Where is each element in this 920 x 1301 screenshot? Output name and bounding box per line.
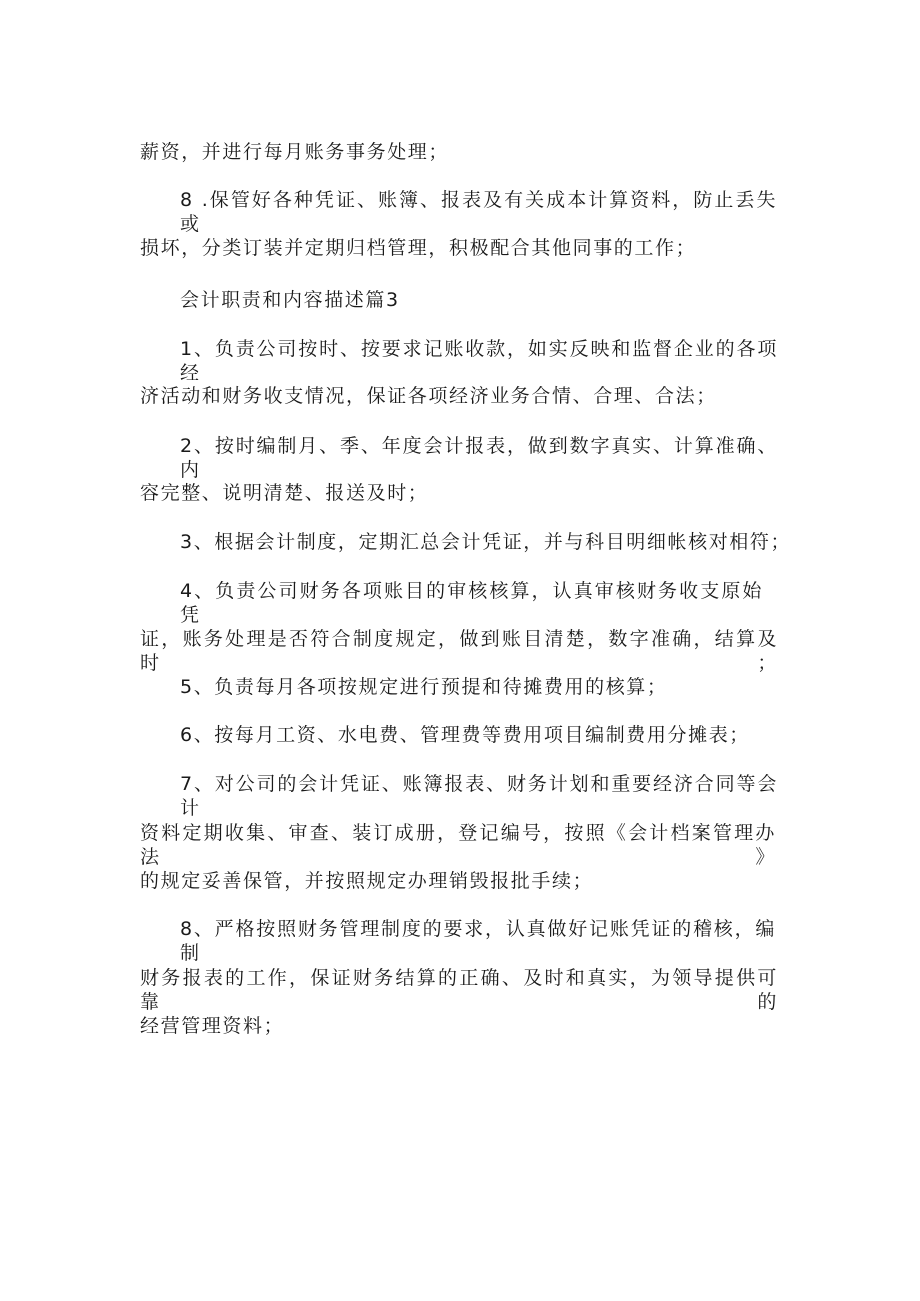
text-line: 5、负责每月各项按规定进行预提和待摊费用的核算； (180, 676, 668, 698)
section-heading: 会计职责和内容描述篇3 (180, 289, 400, 311)
text-line: 6、按每月工资、水电费、管理费等费用项目编制费用分摊表； (180, 724, 750, 746)
text-line: 资料定期收集、审查、装订成册，登记编号，按照《会计档案管理办法》 (140, 822, 776, 868)
text-line: 薪资，并进行每月账务事务处理； (140, 141, 450, 163)
text-line: 8、严格按照财务管理制度的要求，认真做好记账凭证的稽核，编制 (180, 918, 776, 964)
text-line: 4、负责公司财务各项账目的审核核算，认真审核财务收支原始凭 (180, 580, 763, 626)
text-line: 的规定妥善保管，并按照规定办理销毁报批手续； (140, 870, 594, 892)
text-line: 容完整、说明清楚、报送及时； (140, 482, 429, 504)
text-line: 2、按时编制月、季、年度会计报表，做到数字真实、计算准确、内 (180, 435, 778, 481)
text-line: 济活动和财务收支情况，保证各项经济业务合情、合理、合法； (140, 385, 717, 407)
text-line: 7、对公司的会计凭证、账簿报表、财务计划和重要经济合同等会计 (180, 773, 778, 819)
text-line: 财务报表的工作，保证财务结算的正确、及时和真实，为领导提供可靠的 (140, 967, 778, 1013)
text-line: 3、根据会计制度，定期汇总会计凭证，并与科目明细帐核对相符； (180, 531, 792, 553)
text-line: 1、负责公司按时、按要求记账收款，如实反映和监督企业的各项经 (180, 338, 778, 384)
text-line: 损坏，分类订装并定期归档管理，积极配合其他同事的工作； (140, 237, 697, 259)
text-line: 经营管理资料； (140, 1015, 285, 1037)
text-line: 8 .保管好各种凭证、账簿、报表及有关成本计算资料，防止丢失或 (180, 189, 777, 235)
text-line: 证，账务处理是否符合制度规定，做到账目清楚，数字准确，结算及时； (140, 628, 778, 674)
